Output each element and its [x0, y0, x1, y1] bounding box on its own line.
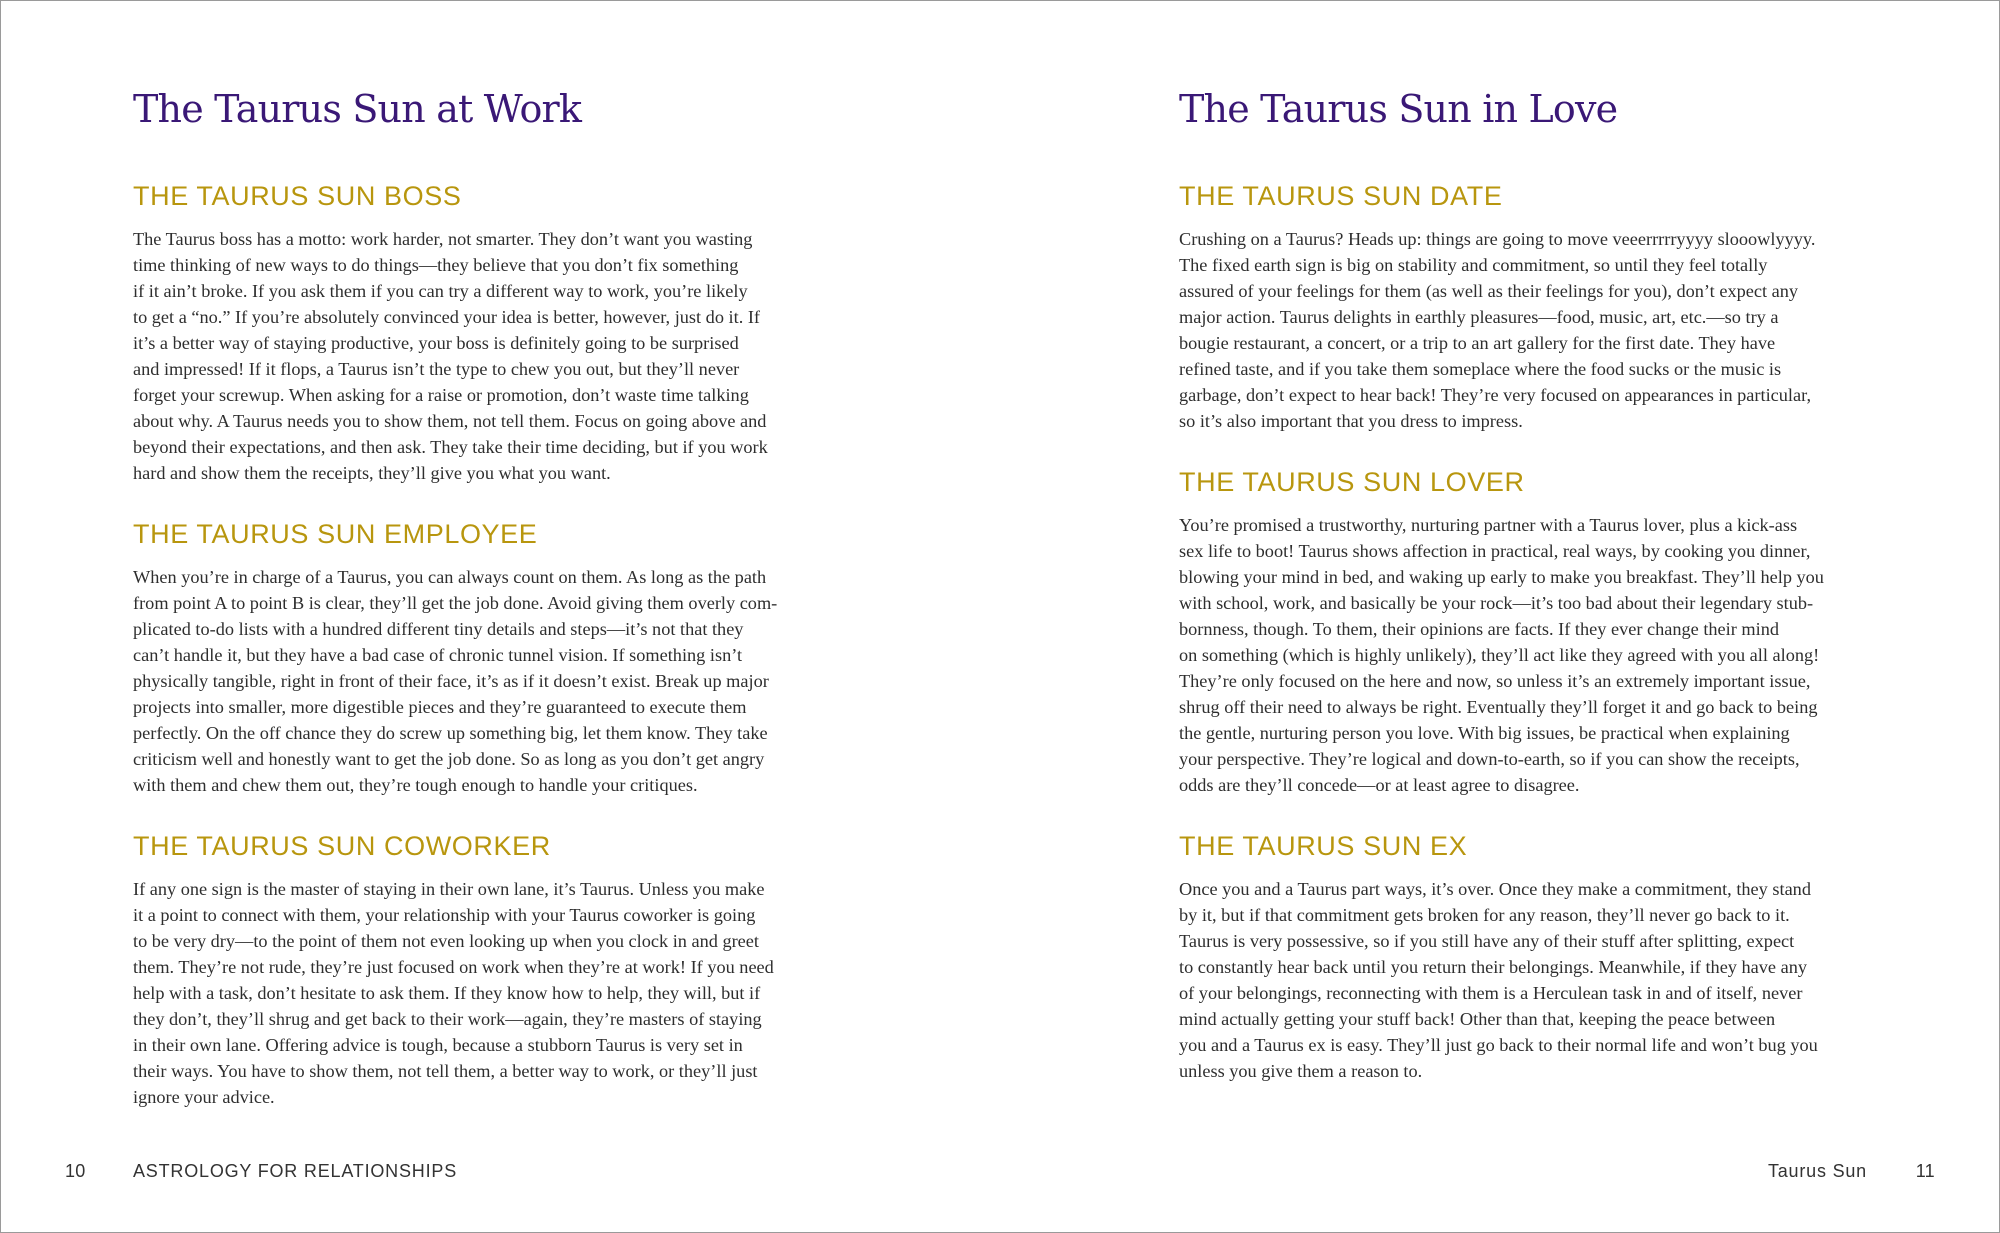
text-line: by it, but if that commitment gets broken for any reason, they’ll never go back to it. — [1179, 905, 1790, 925]
text-line: Once you and a Taurus part ways, it’s over. Once they make a commitment, they stand — [1179, 879, 1811, 899]
text-line: if it ain’t broke. If you ask them if you can try a different way to work, you’re likely — [133, 281, 748, 301]
text-line: bornness, though. To them, their opinions are facts. If they ever change their mind — [1179, 619, 1779, 639]
text-line: them. They’re not rude, they’re just focused on work when they’re at work! If you need — [133, 957, 774, 977]
text-line: Taurus is very possessive, so if you still have any of their stuff after splitting, expect — [1179, 931, 1795, 951]
text-line: on something (which is highly unlikely), they’ll act like they agreed with you all along! — [1179, 645, 1820, 665]
text-line: plicated to-do lists with a hundred different tiny details and steps—it’s not that they — [133, 619, 744, 639]
text-line: mind actually getting your stuff back! Other than that, keeping the peace between — [1179, 1009, 1776, 1029]
text-line: you and a Taurus ex is easy. They’ll just go back to their normal life and won’t bug you — [1179, 1035, 1818, 1055]
text-line: blowing your mind in bed, and waking up early to make you breakfast. They’ll help you — [1179, 567, 1824, 587]
text-line: so it’s also important that you dress to impress. — [1179, 411, 1523, 431]
text-line: When you’re in charge of a Taurus, you can always count on them. As long as the path — [133, 567, 767, 587]
text-line: about why. A Taurus needs you to show them, not tell them. Focus on going above and — [133, 411, 767, 431]
text-line: time thinking of new ways to do things—they believe that you don’t fix something — [133, 255, 739, 275]
section-title: THE TAURUS SUN EMPLOYEE — [133, 519, 538, 549]
running-title-left: ASTROLOGY FOR RELATIONSHIPS — [133, 1161, 457, 1181]
text-line: to constantly hear back until you return their belongings. Meanwhile, if they have any — [1179, 957, 1807, 977]
text-line: sex life to boot! Taurus shows affection in practical, real ways, by cooking you dinner, — [1179, 541, 1811, 561]
section-employee — [133, 519, 823, 798]
text-line: Crushing on a Taurus? Heads up: things are going to move veeerrrrryyyy slooowlyyyy. — [1179, 229, 1816, 249]
text-line: in their own lane. Offering advice is tough, because a stubborn Taurus is very set in — [133, 1035, 743, 1055]
text-line: their ways. You have to show them, not tell them, a better way to work, or they’ll just — [133, 1061, 758, 1081]
text-line: and impressed! If it flops, a Taurus isn’t the type to chew you out, but they’ll never — [133, 359, 740, 379]
text-line: of your belongings, reconnecting with them is a Herculean task in and of itself, never — [1179, 983, 1803, 1003]
section-title: THE TAURUS SUN LOVER — [1179, 467, 1525, 497]
section-title: THE TAURUS SUN DATE — [1179, 181, 1503, 211]
text-line: to be very dry—to the point of them not even looking up when you clock in and greet — [133, 931, 759, 951]
section-body — [1179, 226, 1869, 434]
section-body — [133, 876, 823, 1110]
text-line: with school, work, and basically be your rock—it’s too bad about their legendary stub- — [1179, 593, 1814, 613]
section-title: THE TAURUS SUN BOSS — [133, 181, 462, 211]
running-title-right: Taurus Sun — [1767, 1161, 1867, 1181]
text-line: beyond their expectations, and then ask. They take their time deciding, but if you work — [133, 437, 768, 457]
section-boss — [133, 181, 823, 486]
text-line: perfectly. On the off chance they do screw up something big, let them know. They take — [133, 723, 768, 743]
section-body — [1179, 876, 1869, 1084]
text-line: from point A to point B is clear, they’ll get the job done. Avoid giving them overly com- — [133, 593, 778, 613]
text-line: The Taurus boss has a motto: work harder, not smarter. They don’t want you wasting — [133, 229, 753, 249]
text-line: You’re promised a trustworthy, nurturing partner with a Taurus lover, plus a kick-ass — [1179, 515, 1798, 535]
right-page — [1179, 1, 1869, 1232]
section-lover — [1179, 467, 1869, 798]
section-body — [133, 226, 823, 486]
page-number-right: 11 — [1915, 1161, 1935, 1181]
text-line: shrug off their need to always be right. Eventually they’ll forget it and go back to being — [1179, 697, 1818, 717]
page-heading: The Taurus Sun at Work — [133, 87, 582, 131]
text-line: forget your screwup. When asking for a raise or promotion, don’t waste time talking — [133, 385, 749, 405]
text-line: garbage, don’t expect to hear back! They’re very focused on appearances in particular, — [1179, 385, 1812, 405]
text-line: your perspective. They’re logical and down-to-earth, so if you can show the receipts, — [1179, 749, 1800, 769]
text-line: physically tangible, right in front of their face, it’s as if it doesn’t exist. Break up major — [133, 671, 769, 691]
text-line: criticism well and honestly want to get the job done. So as long as you don’t get angry — [133, 749, 765, 769]
text-line: hard and show them the receipts, they’ll give you what you want. — [133, 463, 611, 483]
text-line: the gentle, nurturing person you love. With big issues, be practical when explaining — [1179, 723, 1790, 743]
page-number-left: 10 — [65, 1161, 86, 1181]
text-line: unless you give them a reason to. — [1179, 1061, 1423, 1081]
text-line: major action. Taurus delights in earthly pleasures—food, music, art, etc.—so try a — [1179, 307, 1779, 327]
page-heading: The Taurus Sun in Love — [1179, 87, 1618, 131]
text-line: it’s a better way of staying productive, your boss is definitely going to be surprised — [133, 333, 739, 353]
text-line: bougie restaurant, a concert, or a trip to an art gallery for the first date. They have — [1179, 333, 1776, 353]
section-title: THE TAURUS SUN EX — [1179, 831, 1468, 861]
text-line: If any one sign is the master of staying in their own lane, it’s Taurus. Unless you make — [133, 879, 765, 899]
section-title: THE TAURUS SUN COWORKER — [133, 831, 551, 861]
section-date — [1179, 181, 1869, 434]
text-line: to get a “no.” If you’re absolutely convinced your idea is better, however, just do it. If — [133, 307, 761, 327]
text-line: The fixed earth sign is big on stability and commitment, so until they feel totally — [1179, 255, 1768, 275]
section-body — [133, 564, 823, 798]
text-line: odds are they’ll concede—or at least agree to disagree. — [1179, 775, 1580, 795]
left-page — [133, 1, 823, 1232]
text-line: it a point to connect with them, your relationship with your Taurus coworker is going — [133, 905, 756, 925]
text-line: projects into smaller, more digestible pieces and they’re guaranteed to execute them — [133, 697, 747, 717]
text-line: help with a task, don’t hesitate to ask them. If they know how to help, they will, but if — [133, 983, 761, 1003]
section-coworker — [133, 831, 823, 1110]
text-line: with them and chew them out, they’re tough enough to handle your critiques. — [133, 775, 698, 795]
text-line: assured of your feelings for them (as well as their feelings for you), don’t expect any — [1179, 281, 1799, 301]
text-line: they don’t, they’ll shrug and get back to their work—again, they’re masters of staying — [133, 1009, 762, 1029]
section-ex — [1179, 831, 1869, 1084]
text-line: They’re only focused on the here and now, so unless it’s an extremely important issue, — [1179, 671, 1811, 691]
text-line: refined taste, and if you take them someplace where the food sucks or the music is — [1179, 359, 1782, 379]
text-line: ignore your advice. — [133, 1087, 275, 1107]
section-body — [1179, 512, 1869, 798]
text-line: can’t handle it, but they have a bad case of chronic tunnel vision. If something isn’t — [133, 645, 743, 665]
